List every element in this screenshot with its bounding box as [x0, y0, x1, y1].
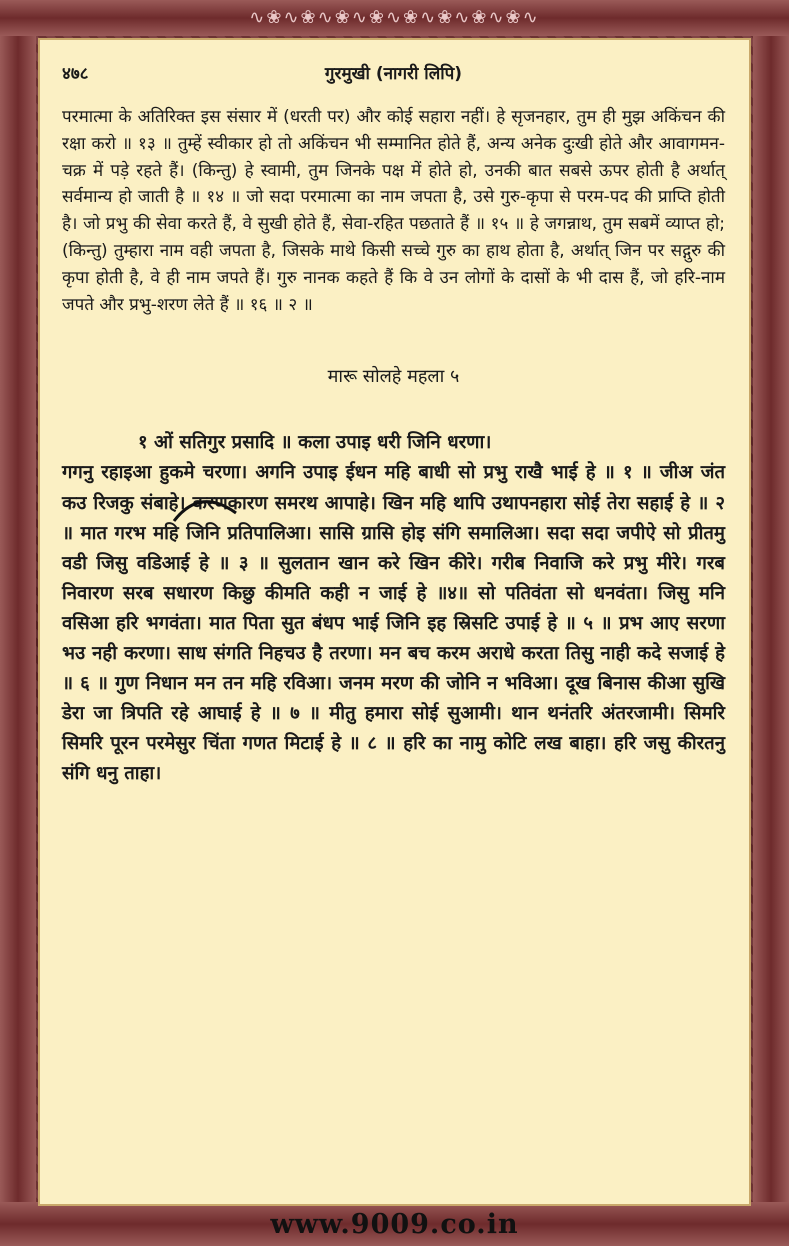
- translation-paragraph: परमात्मा के अतिरिक्त इस संसार में (धरती पर) और कोई सहारा नहीं। हे सृजनहार, तुम ही मुझ अकिंचन की रक्षा करो ॥ १३ ॥ तुम्हें स्वीकार हो तो अकिंचन भी सम्मानित होते हैं, अन्य अनेक दुःखी होते और आवागमन-चक्र में पड़े रहते हैं। (किन्तु) हे स्वामी, तुम जिनके पक्ष में होते हो, उनकी बात सबसे ऊपर होती है अर्थात् सर्वमान्य हो जाती है ॥ १४ ॥ जो सदा परमात्मा का नाम जपता है, उसे गुरु-कृपा से परम-पद की प्राप्ति होती है। जो प्रभु की सेवा करते हैं, वे सुखी होते हैं, सेवा-रहित पछताते हैं ॥ १५ ॥ हे जगन्नाथ, तुम सबमें व्याप्त हो; (किन्तु) तुम्हारा नाम वही जपता है, जिसके माथे किसी सच्चे गुरु का हाथ होता है, अर्थात् जिन पर सद्गुरु की कृपा होती है, वे ही नाम जपते हैं। गुरु नानक कहते हैं कि वे उन लोगों के दासों के भी दास हैं, जो हरि-नाम जपते और प्रभु-शरण लेते हैं ॥ १६ ॥ २ ॥: [62, 107, 725, 315]
- onkar-arc-mark: [170, 493, 240, 523]
- frame-left-border: [0, 36, 36, 1202]
- running-title: गुरमुखी (नागरी लिपि): [324, 63, 463, 84]
- page-number: ४७८: [62, 63, 89, 84]
- verse-block: [62, 428, 725, 789]
- frame-right-border: [753, 36, 789, 1202]
- frame-bottom-border: [0, 1202, 789, 1246]
- verse-opening-line: १ ओं सतिगुर प्रसादि ॥ कला उपाइ धरी जिनि धरणा।: [138, 432, 492, 454]
- site-watermark: www.9009.co.in: [270, 1209, 519, 1240]
- page-header: [62, 58, 725, 86]
- frame-top-border: [0, 0, 789, 36]
- verse-text: गगनु रहाइआ हुकमे चरणा। अगनि उपाइ ईधन महि बाधी सो प्रभु राखै भाई हे ॥ १ ॥ जीअ जंत कउ रिजकु संबाहे। करणकारण समरथ आपाहे। खिन महि थापि उथापनहारा सोई तेरा सहाई हे ॥ २ ॥ मात गरभ महि जिनि प्रतिपालिआ। सासि ग्रासि होइ संगि समालिआ। सदा सदा जपीऐ सो प्रीतमु वडी जिसु वडिआई हे ॥ ३ ॥ सुलतान खान करे खिन कीरे। गरीब निवाजि करे प्रभु मीरे। गरब निवारण सरब सधारण किछु कीमति कही न जाई हे ॥४॥ सो पतिवंता सो धनवंता। जिसु मनि वसिआ हरि भगवंता। मात पिता सुत बंधप भाई जिनि इह स्रिसटि उपाई हे ॥ ५ ॥ प्रभ आए सरणा भउ नही करणा। साध संगति निहचउ है तरणा। मन बच करम अराधे करता तिसु नाही कदे सजाई हे ॥ ६ ॥ गुण निधान मन तन महि रविआ। जनम मरण की जोनि न भविआ। दूख बिनास कीआ सुखि डेरा जा त्रिपति रहे आघाई हे ॥ ७ ॥ मीतु हमारा सोई सुआमी। थान थनंतरि अंतरजामी। सिमरि सिमरि पूरन परमेसुर चिंता गणत मिटाई हे ॥ ८ ॥ हरि का नामु कोटि लख बाहा। हरि जसु कीरतनु संगि धनु ताहा।: [62, 462, 725, 785]
- section-heading: मारू सोलहे महला ५: [327, 366, 460, 388]
- frame-ornament: ∿❀∿❀∿❀∿❀∿❀∿❀∿❀∿❀∿: [249, 7, 540, 28]
- book-page: [38, 38, 751, 1206]
